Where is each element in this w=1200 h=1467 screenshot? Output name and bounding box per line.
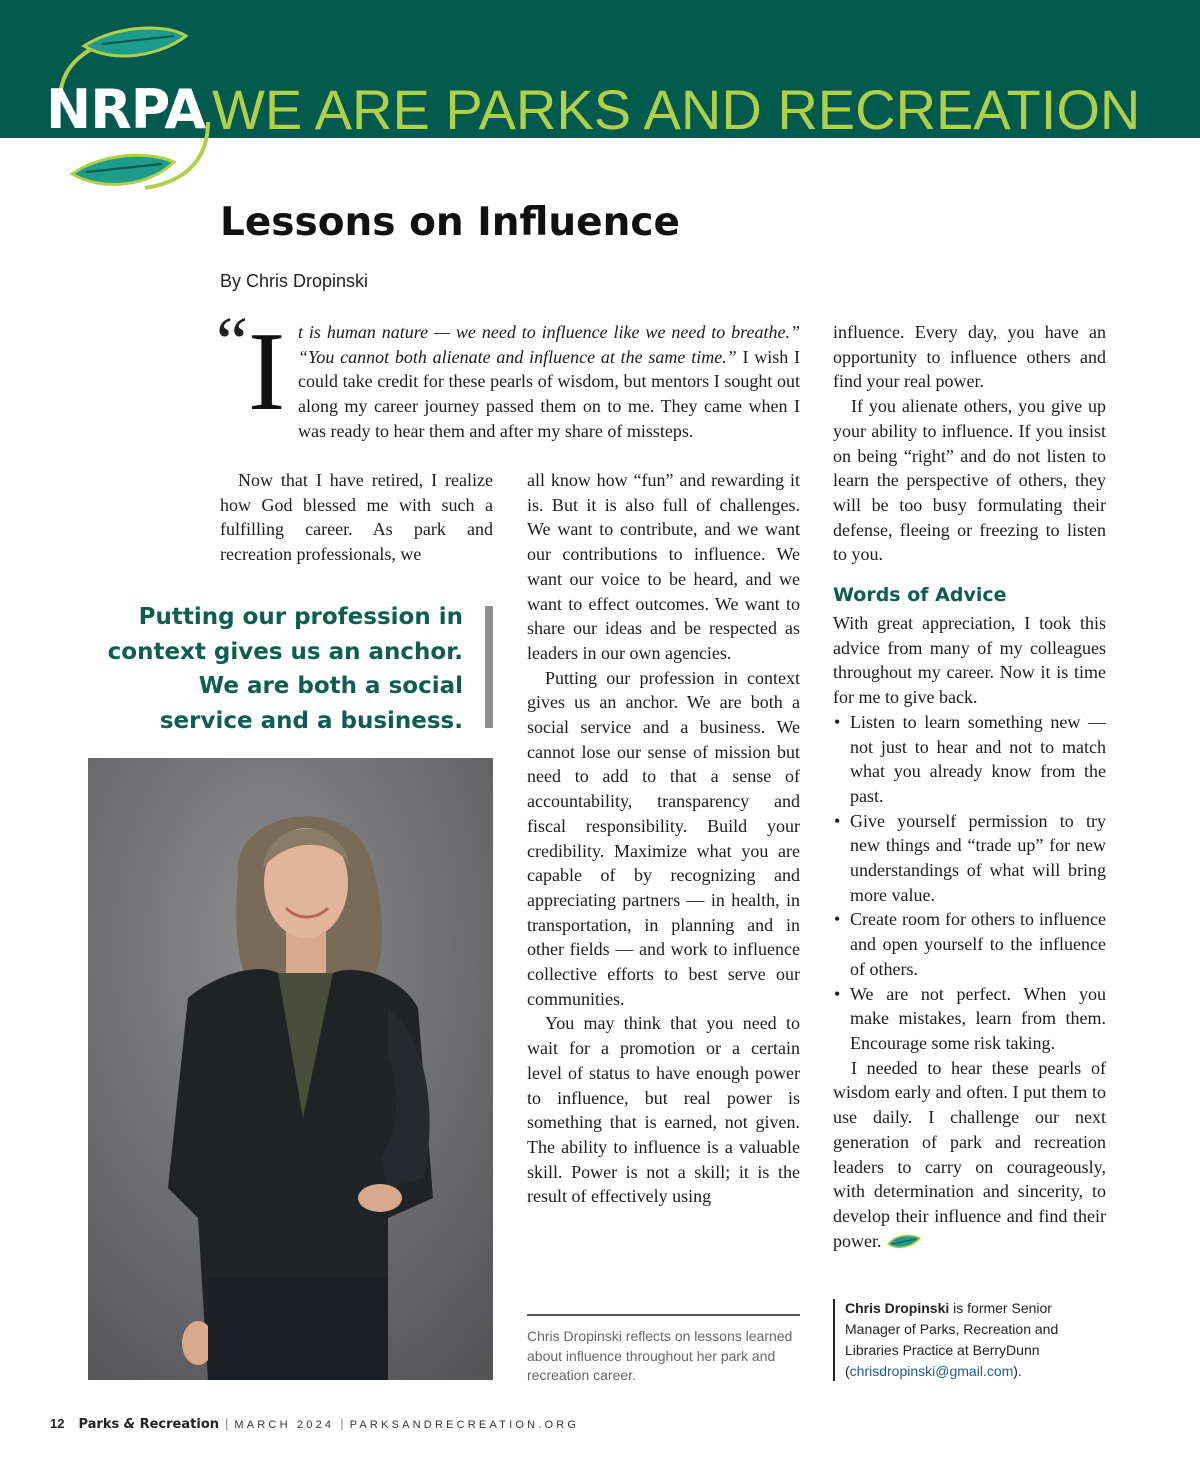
issue-date: MARCH 2024: [234, 1419, 335, 1431]
bio-after: ).: [1013, 1363, 1022, 1379]
nrpa-logo-text: NRPA: [46, 78, 206, 141]
article-byline: By Chris Dropinski: [220, 271, 369, 291]
body-paragraph: Putting our profession in context gives us an anchor. We are both a social service and a business. We cannot lose our sense of mission but need to add to that a sense of accountability, transparency and fiscal responsibility. Build your credibility. Maximize what you are capable of by recognizing and appreciating partners — in health, in transportation, in planning and in other fields — and work to influence collective efforts to best serve our communities.: [527, 667, 800, 1009]
pull-quote-bar: [485, 606, 493, 728]
body-paragraph: You may think that you need to wait for a promotion or a certain level of status to have enough power to influence, but real power is something that is earned, not given. The ability to influence is a valuable skill. Power is not a skill; it is the result of effectively using: [527, 1013, 800, 1207]
body-paragraph: all know how “fun” and rewarding it is. But it is also full of challenges. We want to contribute, and we want our contributions to influence. We want our voice to be heard, and we want to effect outcomes. We want to share our ideas and be respected as leaders in our own agencies.: [527, 470, 800, 663]
footer-separator: |: [225, 1416, 229, 1431]
bio-rule: [833, 1299, 835, 1381]
magazine-name-start: Parks: [78, 1417, 120, 1432]
drop-cap: [216, 302, 298, 434]
advice-list: [833, 710, 1106, 1056]
list-item: • Give yourself permission to try new things and “trade up” for new understandings of what will bring more value.: [833, 809, 1106, 908]
closing-paragraph: [833, 1056, 1106, 1254]
footer-separator: |: [340, 1416, 344, 1431]
body-paragraph: With great appreciation, I took this advice from many of my colleagues throughout my career. Now it is time for me to give back.: [833, 613, 1106, 708]
pull-quote: Putting our profession in context gives us an anchor. We are both a social service and a business.: [107, 604, 463, 734]
intro-body: I wish I could take credit for these pearls of wisdom, but mentors I sought out along my career journey passed them on to me. They came when I was ready to hear them and after my share of missteps.: [298, 346, 800, 441]
intro-quote: t is human nature — we need to influence like we need to breathe.” “You cannot both alienate and influence at the same time.”: [298, 322, 800, 367]
column-2: [527, 468, 800, 1209]
body-paragraph: Now that I have retired, I realize how God blessed me with such a fulfilling career. As park and recreation professionals, we: [220, 470, 493, 565]
body-paragraph: influence. Every day, you have an opportunity to influence others and find your real power.: [833, 322, 1106, 392]
page-footer: [50, 1416, 579, 1432]
photo-caption: Chris Dropinski reflects on lessons learned about influence throughout her park and recreation career.: [527, 1328, 793, 1383]
author-email-link[interactable]: chrisdropinski@gmail.com: [849, 1363, 1014, 1379]
section-subhead: Words of Advice: [833, 584, 1007, 607]
list-item: • Listen to learn something new — not just to hear and not to match what you already know from the past.: [833, 710, 1106, 809]
list-item: • We are not perfect. When you make mistakes, learn from them. Encourage some risk taking.: [833, 982, 1106, 1056]
drop-cap-letter: I: [248, 310, 286, 434]
closing-text: I needed to hear these pearls of wisdom early and often. I put them to use daily. I challenge our next generation of park and recreation leaders to carry on courageously, with determination and sincerity, to develop their influence and find their power.: [833, 1057, 1106, 1251]
bio-name: Chris Dropinski: [845, 1300, 950, 1316]
article-title: Lessons on Influence: [220, 200, 680, 245]
magazine-name: [78, 1417, 219, 1432]
body-paragraph: If you alienate others, you give up your ability to influence. If you insist on being “right” and do not listen to learn the perspective of others, they will be too busy formulating their defense, fleeing or freezing to listen to you.: [833, 396, 1106, 565]
article-intro: [216, 302, 800, 444]
website-link[interactable]: PARKSANDRECREATION.ORG: [349, 1419, 580, 1431]
page-number: 12: [50, 1416, 65, 1431]
bio-text: is former Senior Manager of Parks, Recreation and Libraries Practice at BerryDunn (: [845, 1300, 1059, 1379]
column-3: [833, 320, 1106, 1253]
caption-rule: [527, 1314, 800, 1316]
author-photo: [88, 758, 493, 1380]
magazine-amp: &: [119, 1417, 140, 1432]
author-bio: [845, 1298, 1107, 1382]
open-quote-mark: “: [216, 302, 248, 382]
list-item: • Create room for others to influence and open yourself to the influence of others.: [833, 907, 1106, 981]
leaf-icon: [886, 1234, 922, 1250]
header-tagline: WE ARE PARKS AND RECREATION: [212, 78, 1141, 141]
magazine-name-end: Recreation: [139, 1417, 219, 1432]
column-1: [220, 468, 493, 567]
